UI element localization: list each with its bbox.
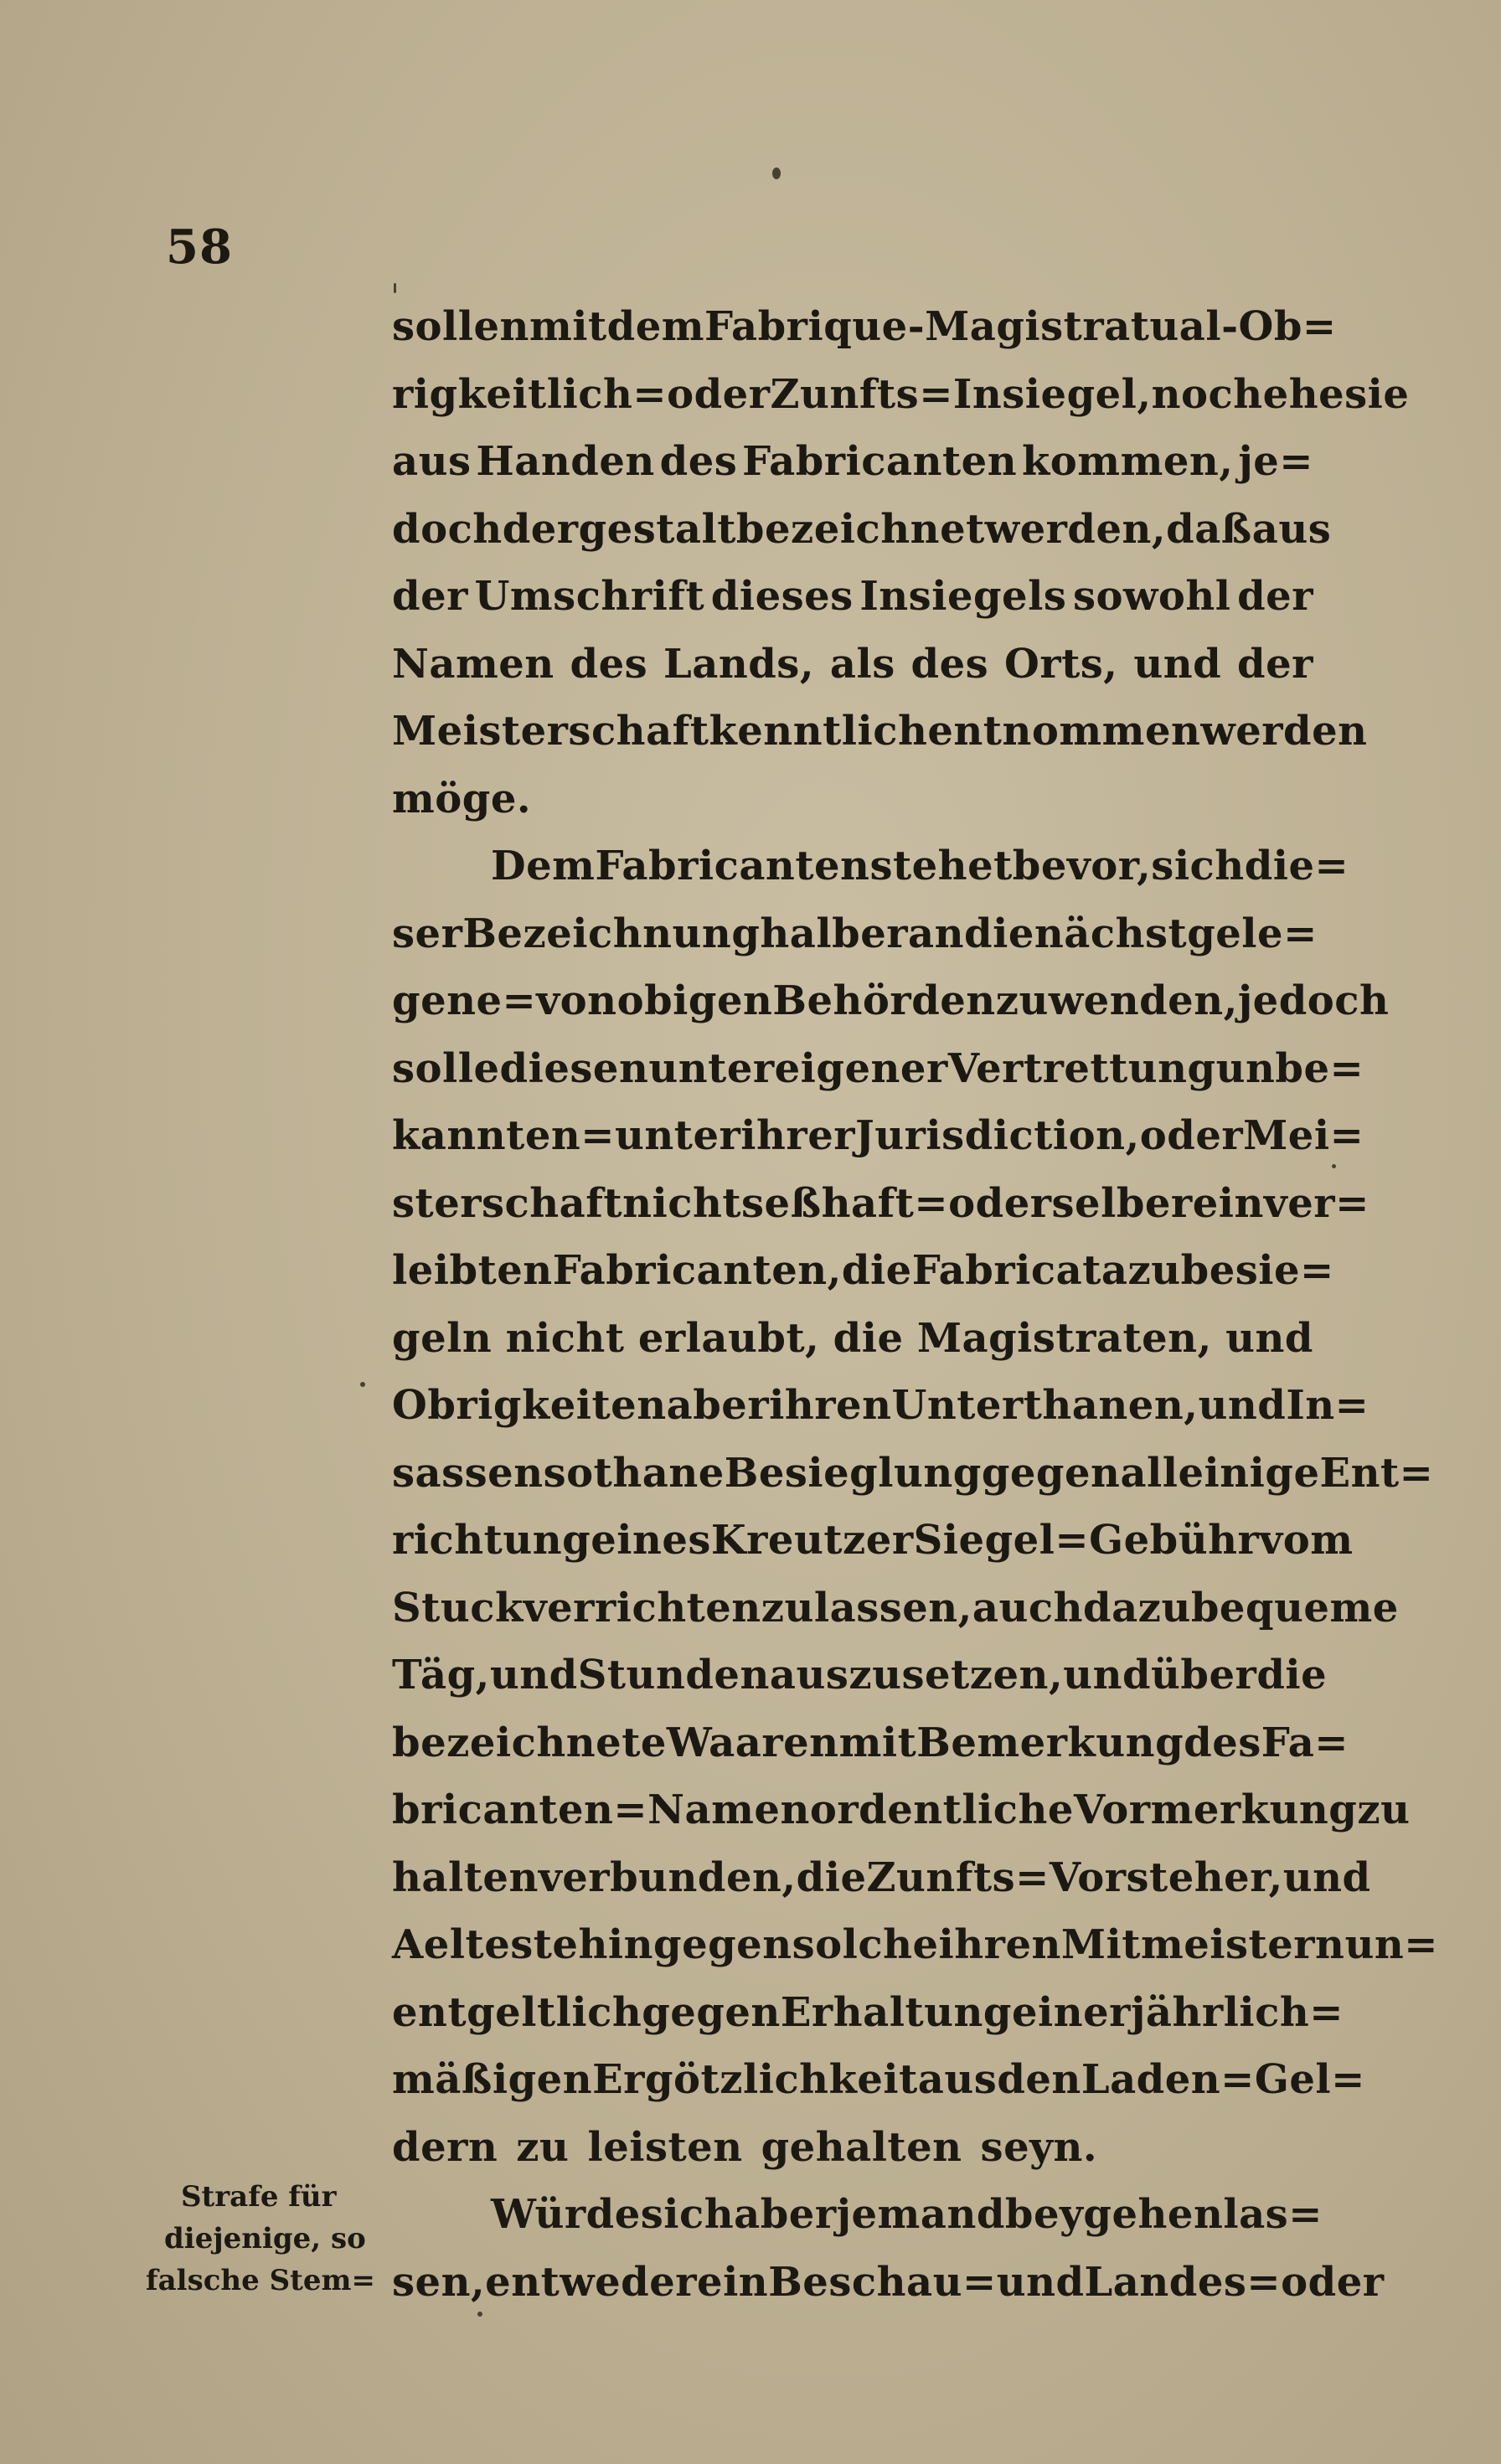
paper-speck: [772, 168, 781, 179]
text-line: Namen des Lands, als des Orts, und der: [392, 640, 1313, 688]
text-line: sollen mit dem Fabrique-Magistratual-Ob=: [392, 303, 1337, 350]
paper-speck: [477, 2312, 482, 2317]
margin-note-line: falsche Stem=: [146, 2264, 375, 2297]
text-line: richtung eines Kreutzer Siegel=Gebühr vom: [392, 1517, 1354, 1564]
text-line: aus Handen des Fabricanten kommen, je=: [392, 438, 1313, 485]
text-line: Meisterschaft kenntlich entnommen werden: [392, 708, 1368, 755]
text-line: sen, entweder ein Beschau= und Landes=oder: [392, 2258, 1385, 2306]
text-line: ser Bezeichnung halber an die nächst gele=: [392, 910, 1318, 957]
text-line: Aelteste hingegen solche ihren Mitmeistern un=: [392, 1921, 1438, 1968]
text-line: dern zu leisten gehalten seyn.: [392, 2123, 1098, 2171]
text-line: Würde sich aber jemand beygehen las=: [491, 2191, 1323, 2238]
text-line: leibten Fabricanten, die Fabricata zu besie=: [392, 1247, 1334, 1294]
paper-speck: [1332, 1164, 1336, 1168]
text-line: gene=von obigen Behörden zu wenden, jedoch: [392, 977, 1390, 1024]
text-line: rigkeitlich=oder Zunfts=Insiegel, noch ehe sie: [392, 370, 1410, 418]
text-line: Stuck verrichten zu lassen, auch dazu bequeme: [392, 1584, 1399, 1631]
body-text: [392, 303, 1438, 2326]
text-line: bezeichnete Waaren mit Bemerkung des Fa=: [392, 1719, 1349, 1766]
text-line: Täg, und Stunden auszusetzen, und über die: [392, 1652, 1328, 1699]
text-line: der Umschrift dieses Insiegels sowohl der: [392, 573, 1313, 620]
margin-note-line: Strafe für: [181, 2180, 337, 2214]
text-line: doch dergestalt bezeichnet werden, daß aus: [392, 505, 1332, 553]
text-line: sterschaft nicht seßhaft = oder selber einver=: [392, 1179, 1369, 1227]
text-line: sassen sothane Besieglung gegen alleinige Ent=: [392, 1449, 1434, 1497]
paper-speck: [394, 283, 396, 293]
text-line: geln nicht erlaubt, die Magistraten, und: [392, 1314, 1313, 1362]
text-line: Dem Fabricanten stehet bevor, sich die=: [491, 843, 1349, 889]
text-line: möge.: [392, 775, 532, 822]
margin-note: [141, 2176, 392, 2302]
margin-note-line: diejenige, so: [164, 2222, 366, 2255]
text-line: bricanten=Namen ordentliche Vormerkung zu: [392, 1786, 1411, 1833]
text-line: entgeltlich gegen Erhaltung einer jährlich=: [392, 1988, 1344, 2036]
text-line: Obrigkeiten aber ihren Unterthanen, und In=: [392, 1382, 1369, 1429]
text-line: halten verbunden, die Zunfts=Vorsteher, und: [392, 1853, 1371, 1901]
text-line: kannten = unter ihrer Jurisdiction, oder Mei=: [392, 1112, 1364, 1159]
text-line: solle diesen unter eigener Vertrettung unbe=: [392, 1044, 1364, 1092]
page-number: 58: [166, 219, 233, 275]
paper-speck: [360, 1382, 365, 1387]
text-line: mäßigen Ergötzlichkeit aus den Laden=Gel=: [392, 2056, 1365, 2103]
